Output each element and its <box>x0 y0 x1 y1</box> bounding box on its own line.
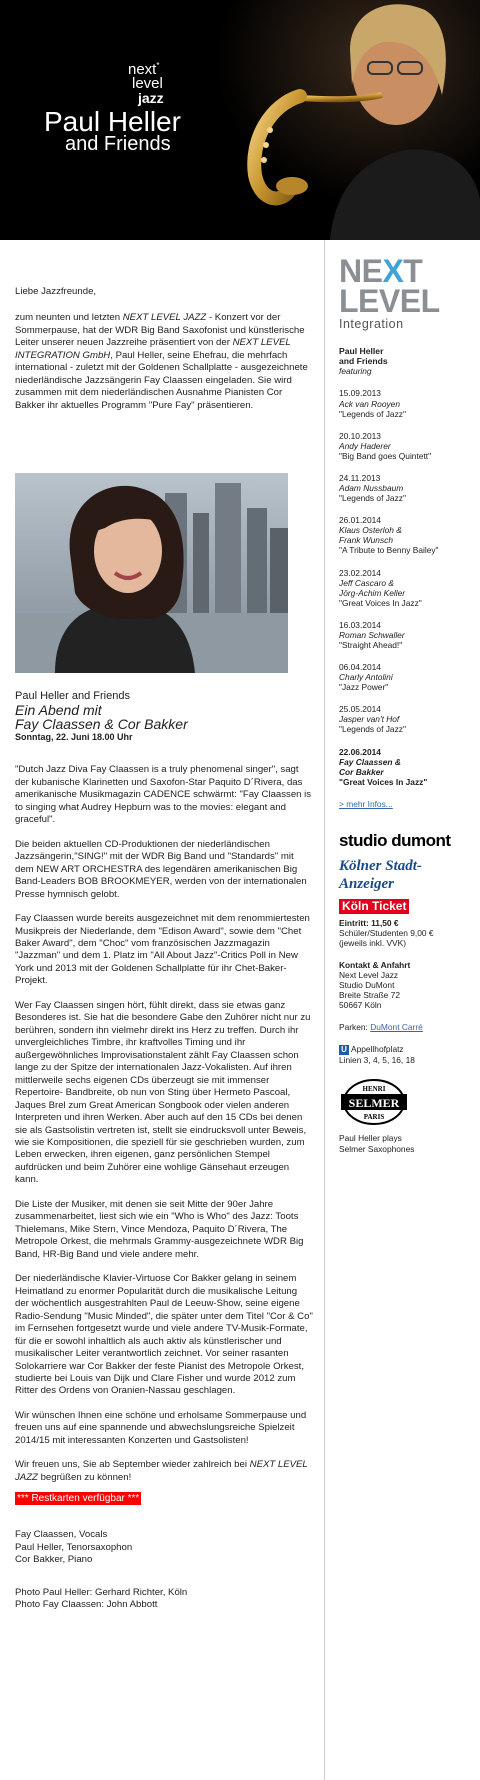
saxophonist-photo <box>210 0 480 240</box>
event-item: 23.02.2014 Jeff Cascaro & Jörg-Achim Keller "Great Voices In Jazz" <box>339 567 422 608</box>
sidebar-featuring: featuring <box>339 366 372 377</box>
parking-info: Parken: DuMont Carré <box>339 1022 423 1033</box>
concert-date: Sonntag, 22. Juni 18.00 Uhr <box>15 732 133 743</box>
event-item: 15.09.2013 Ack van Rooyen "Legends of Jazz" <box>339 388 406 419</box>
selmer-logo <box>339 1077 409 1127</box>
closing-paragraph: Wir freuen uns, Sie ab September wieder zahlreich bei NEXT LEVEL JAZZ begrüßen zu können! <box>15 1459 308 1483</box>
event-item: 16.03.2014 Roman Schwaller "Straight Ahead!" <box>339 619 405 650</box>
event-item: 26.01.2014 Klaus Osterloh & Frank Wunsch "A Tribute to Benny Bailey" <box>339 515 439 556</box>
lineup: Fay Claassen, Vocals Paul Heller, Tenorsaxophon Cor Bakker, Piano <box>15 1529 133 1566</box>
selmer-main-text: SELMER <box>348 1096 400 1111</box>
event-item-current: 22.06.2014 Fay Claassen & Cor Bakker "Great Voices In Jazz" <box>339 746 428 787</box>
concert-artists: Fay Claassen & Cor Bakker <box>15 716 188 733</box>
event-item: 20.10.2013 Andy Haderer "Big Band goes Quintett" <box>339 430 432 461</box>
more-info-link[interactable]: > mehr Infos... <box>339 798 393 809</box>
next-level-jazz-logo: next* level jazz <box>128 61 164 106</box>
body-paragraph: Fay Claassen wurde bereits ausgezeichnet mit dem renommiertesten Musikpreis der Niederlande, dem "Edison Award", sowie dem "Chet Baker Award", dem "Choc" vom französischen Jazzmagazin "Jazzman" und dem 1. Platz im "All About Jazz"-Critics Poll in New York und 2013 mit der Goldenen Schallplatte für ihr Chet-Baker-Projekt. <box>15 913 310 987</box>
ubahn-icon: U <box>339 1045 349 1055</box>
sidebar-title: Paul Heller and Friends <box>339 345 388 366</box>
column-divider <box>324 240 325 1780</box>
price-info: Eintritt: 11,50 € Schüler/Studenten 9,00 € (jeweils inkl. VVK) <box>339 917 434 948</box>
body-paragraph: Die Liste der Musiker, mit denen sie seit Mitte der 90er Jahre zusammenarbeitet, liest sich wie ein "Who is Who" des Jazz: Toots Thielemans, Mike Stern, Vince Mendoza, Paquito D´Rivera, The Metropole Orkest, die mehrmals Grammy-ausgezeichnete WDR Big Band, HR-Big Band und viele andere mehr. <box>15 1198 304 1260</box>
selmer-top-text: HENRI <box>362 1085 386 1094</box>
body-paragraph: Wer Fay Claassen singen hört, fühlt direkt, dass sie etwas ganz Besonderes ist. Sie hat die besondere Gabe den Zuhörer nicht nur zu berühren, sondern ihn vielmehr direkt ins Herz zu treffen. Durch ihr unvergleichliches Timbre, ihr kraftvolles Timing und ihr außergewöhnliches Improvisationstalent zählt Fay Claassen schon lange zu der Spitze der internationalen Jazz-Vokalisten. Auf ihren mittlerweile sechs eigenen CDs überzeugt sie mit immenser Repertoire- Bandbreite, ob nun von Sting über Hermeto Pascoal, Jaques Brel zum Great American Songbook oder vielen anderen Interpreten und ihren Werken. Aber auch auf den 15 CDs bei denen sie als Gastsolistin vertreten ist, stellt sie eindrucksvoll unter Beweis, wie sie Kompositionen, die speziell für sie geschrieben wurden, zum Leben erwecken, ihren eigenen, ganz persönlichen Stempel aufdrücken und beim Zuhörer eine wohlige Gänsehaut erzeugen kann. <box>15 999 311 1186</box>
header-subtitle: and Friends <box>65 133 171 155</box>
selmer-bottom-text: PARIS <box>363 1113 385 1122</box>
contact-info: Kontakt & Anfahrt Next Level Jazz Studio DuMont Breite Straße 72 50667 Köln <box>339 959 411 1011</box>
event-item: 06.04.2014 Charly Antolini "Jazz Power" <box>339 662 393 693</box>
body-paragraph: Die beiden aktuellen CD-Produktionen der niederländischen Jazzsängerin,"SING!" mit der WDR Big Band und "Standards" mit dem NEW ART ORCHESTRA des legendären amerikanischen Big Band-Leaders BOB BROOKMEYER, werden von der internationalen Presse hymnisch gelobt. <box>15 838 307 900</box>
header-title: Paul Heller <box>44 106 181 137</box>
header-banner <box>0 0 480 240</box>
next-level-integration-logo: NEXT LEVEL Integration <box>339 253 440 331</box>
koelner-stadt-anzeiger-logo: Kölner Stadt-Anzeiger <box>339 858 422 893</box>
fay-claassen-photo <box>15 473 288 673</box>
event-item: 24.11.2013 Adam Nussbaum "Legends of Jazz" <box>339 472 406 504</box>
photo-credits: Photo Paul Heller: Gerhard Richter, Köln Photo Fay Claassen: John Abbott <box>15 1586 188 1611</box>
body-paragraph: Der niederländische Klavier-Virtuose Cor Bakker gelang in seinem Heimatland zu enormer Popularität durch die musikalische Leitung der wöchentlich ausgestrahlten Paul de Leeuw-Show, seine eigene Radio-Sendung "Music Minded", die später unter dem Titel "Cor & Co" im Fernsehen fortgesetzt wurde und viele andere TV-Musik-Formate, für die er sowohl inhaltlich als auch aktiv als künstlerischer und musikalischer Leiter verantwortlich zeichnet. Vor seiner rasanten Solokarriere war Cor Bakker der feste Pianist des Metropole Orkest, studierte bei Louis van Dijk und Clare Fisher und wurde 2012 zum Ritter des Ordens von Oranien-Nassau geschlagen. <box>15 1273 313 1397</box>
concert-title: Ein Abend mit <box>15 701 102 718</box>
intro-paragraph: zum neunten und letzten NEXT LEVEL JAZZ - Konzert vor der Sommerpause, hat der WDR Big Band Saxofonist und künstlerische Leiter unserer neuen Jazzreihe präsentiert von der NEXT LEVEL INTEGRATION GmbH, Paul Heller, seine Ehefrau, die mehrfach international - zuletzt mit der Goldenen Schallplatte - ausgezeichnete niederländische Jazzsängerin Fay Claassen eingeladen. Sie wird zusammen mit dem niederländischen Ausnahme Pianisten Cor Bakker ihr aktuelles Programm "Pure Fay" präsentieren. <box>15 312 308 411</box>
koelnticket-logo: Köln Ticket <box>339 899 409 913</box>
tickets-available-badge: *** Restkarten verfügbar *** <box>17 1493 140 1505</box>
main-content <box>15 240 313 424</box>
parking-link[interactable]: DuMont Carré <box>370 1022 423 1033</box>
body-paragraph: "Dutch Jazz Diva Fay Claassen is a truly phenomenal singer", sagt der kubanische Klarinetten und Saxofon-Star Paquito D´Rivera, das amerikanische Musikmagazin CADENCE schwärmt: "Fay Claassen is to singing what Audrey Hepburn was to the movies: elegant and graceful". <box>15 764 312 826</box>
greeting: Liebe Jazzfreunde, <box>15 286 97 297</box>
sidebar <box>339 240 469 1154</box>
concert-heading <box>15 690 313 742</box>
concert-series: Paul Heller and Friends <box>15 690 130 702</box>
transit-info: U Appellhofplatz Linien 3, 4, 5, 16, 18 <box>339 1044 415 1066</box>
studio-dumont-logo: studio dumont <box>339 830 451 850</box>
body-paragraph: Wir wünschen Ihnen eine schöne und erholsame Sommerpause und freuen uns auf eine spannende und abwechslungsreiche Spielzeit 2014/15 mit interessanten Konzerten und Gastsolisten! <box>15 1409 307 1446</box>
main-content-lower <box>15 690 313 1612</box>
selmer-caption: Paul Heller plays Selmer Saxophones <box>339 1133 415 1154</box>
event-item: 25.05.2014 Jasper van't Hof "Legends of Jazz" <box>339 704 406 735</box>
